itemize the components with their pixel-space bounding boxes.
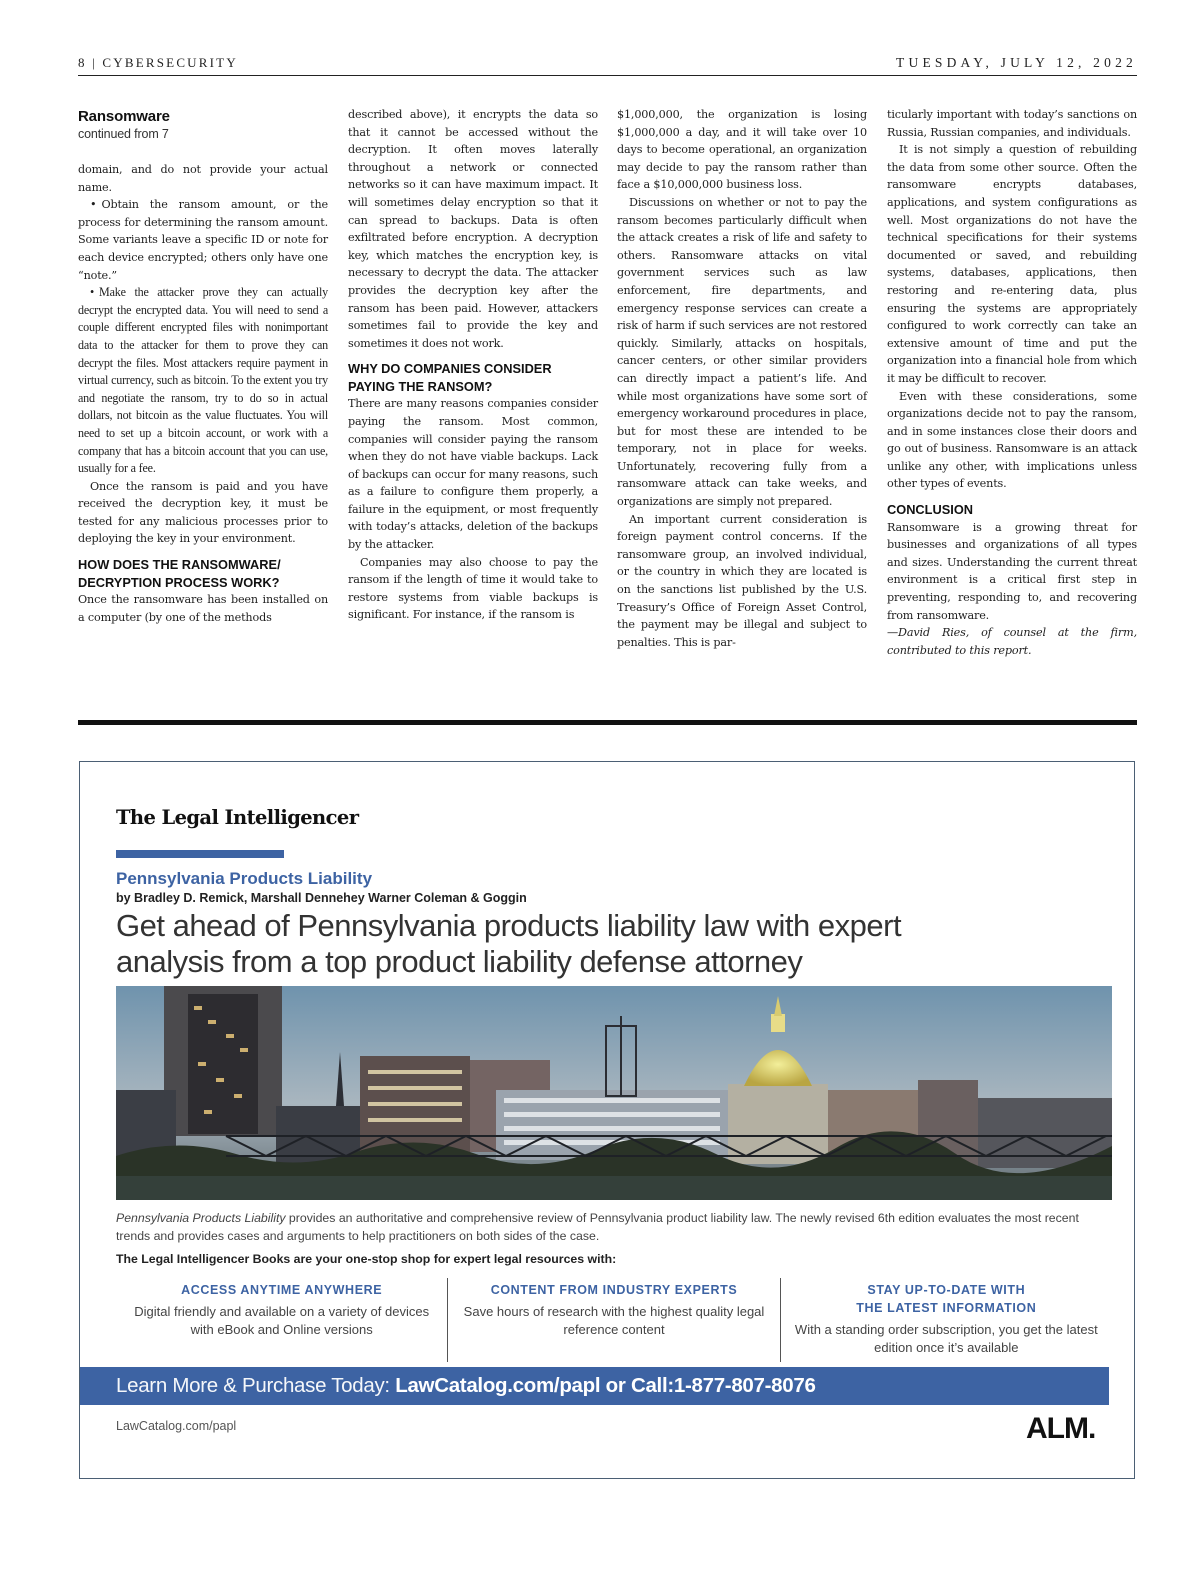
subhead: CONCLUSION [887,502,974,518]
issue-date: TUESDAY, JULY 12, 2022 [896,55,1137,70]
city-skyline-image [116,986,1112,1200]
feature-text: Save hours of research with the highest quality legal reference content [463,1304,765,1337]
bullet-text: Obtain the ransom amount, or the process for determining the ransom amount. Some variants leave a specific ID or note for each device encrypted; others only have one “note.” [78,198,328,282]
ad-description [116,1209,1096,1245]
purchase-call-to-action[interactable] [80,1367,1109,1405]
section-divider [78,720,1137,725]
feature-item [116,1278,447,1362]
feature-title: ACCESS ANYTIME ANYWHERE [181,1283,383,1297]
running-head [78,53,1137,76]
feature-list [116,1278,1112,1362]
feature-title: CONTENT FROM INDUSTRY EXPERTS [490,1283,738,1297]
skyline-photo [116,986,1112,1200]
paragraph: Ransomware is a growing threat for businesses and organizations of all types and sizes. Understanding the current threat environment is a critical first step in preventing, responding to, and recovering from ransomware. [887,520,1137,622]
bullet-paragraph [78,284,328,478]
paragraph: described above), it encrypts the data so that it cannot be accessed without the decryption. It often moves laterally throughout a network or connected networks so it can have maximum impact. It will sometimes delay encryption so that it can spread to backups. Data is often exfiltrated before encryption. A decryption key, which matches the encryption key, is necessary to decrypt the data. The attacker provides the decryption key after the ransom has been paid. However, attackers sometimes fail to provide the key and sometimes it does not work. [348,108,598,350]
advertisement [79,761,1135,1479]
article-column-3 [617,106,867,651]
bullet-icon: • [90,198,97,212]
article-column-1 [78,106,328,626]
feature-text: Digital friendly and available on a variety of devices with eBook and Online versions [134,1304,430,1337]
accent-bar [116,850,284,858]
alm-logo: ALM. [1026,1412,1096,1445]
paragraph: Discussions on whether or not to pay the ransom becomes particularly difficult when the attack creates a risk of life and safety to others. Ransomware attacks on vital government services such as law enforcement, fire departments, and emergency response services can create a risk of harm if such services are not restored quickly. Similarly, attacks on hospitals, cancer centers, or other similar providers can directly impact a patient’s life. And while most organizations have some sort of emergency workaround procedures in place, but for most these are intended to be temporary, not in place for weeks. Unfortunately, recovering fully from a ransomware attack can take weeks, and organizations are simply not prepared. [617,195,867,509]
article-column-2 [348,106,598,624]
ad-headline: Get ahead of Pennsylvania products liability law with expert analysis from a top product liability defense attorney [116,908,902,979]
bullet-icon: • [90,285,95,300]
paragraph: domain, and do not provide your actual name. [78,163,328,194]
subhead: HOW DOES THE RANSOMWARE/ DECRYPTION PROCESS WORK? [78,557,281,590]
feature-item [447,1278,779,1362]
book-author: by Bradley D. Remick, Marshall Dennehey Warner Coleman & Goggin [116,891,527,905]
shop-line: The Legal Intelligencer Books are your one-stop shop for expert legal resources with: [116,1252,617,1266]
paragraph: Even with these considerations, some organizations decide not to pay the ransom, and in some instances close their doors and go out of business. Ransomware is an attack unlike any other, with implications unless other types of events. [887,389,1137,491]
bullet-paragraph [78,196,328,284]
feature-text: With a standing order subscription, you get the latest edition once it’s available [794,1322,1098,1355]
article-column-4 [887,106,1137,659]
subhead: WHY DO COMPANIES CONSIDER PAYING THE RANSOM? [348,361,552,394]
cta-lead-text: Learn More & Purchase Today: [116,1374,396,1397]
feature-title: STAY UP-TO-DATE WITH THE LATEST INFORMATION [856,1283,1037,1315]
description-text: provides an authoritative and comprehensive review of Pennsylvania product liability law. The newly revised 6th edition evaluates the most recent trends and provides cases and arguments to help practitioners on both sides of the case. [116,1211,1079,1243]
legal-intelligencer-logo: The Legal Intelligencer [116,806,359,829]
section-label: 8 | CYBERSECURITY [78,55,238,70]
paragraph: It is not simply a question of rebuilding the data from some other source. Often the ransomware encrypts databases, applications, and system configurations as well. Most organizations do not have the technical specifications for their systems documented or saved, and rebuilding systems, databases, applications, then restoring and re-entering data, plus ensuring the systems are appropriately configured to work correctly can take an extensive amount of time and put the organization into a financial hole from which it may be difficult to recover. [887,143,1137,385]
bullet-text: Make the attacker prove they can actually decrypt the encrypted data. You will need to send a couple different encrypted files with nonimportant data to the attacker for them to prove they can decrypt the files. Most attackers require payment in virtual currency, such as bitcoin. To the extent you try and negotiate the ransom, try to do so in actual dollars, not bitcoin as the value fluctuates. You will need to set up a bitcoin account, or work with a company that has a bitcoin account that you can use, usually for a fee. [78,285,328,476]
book-title: Pennsylvania Products Liability [116,869,373,888]
catalog-link[interactable]: LawCatalog.com/papl [116,1419,237,1433]
paragraph: Companies may also choose to pay the ransom if the length of time it would take to restore systems from viable backups is significant. For instance, if the ransom is [348,555,598,622]
paragraph: Once the ransomware has been installed on a computer (by one of the methods [78,593,328,624]
paragraph: Once the ransom is paid and you have received the decryption key, it must be tested for any malicious processes prior to deploying the key in your environment. [78,479,328,546]
byline: —David Ries, of counsel at the firm, contributed to this report. [887,626,1137,657]
story-title: Ransomware [78,108,170,125]
feature-item [780,1278,1112,1362]
paragraph: There are many reasons companies consider paying the ransom. Most common, companies will consider paying the ransom when they do not have viable backups. Lack of backups can occur for many reasons, such as a failure to configure them properly, a failure in the equipment, or most frequently with today’s attacks, deletion of the backups by the attacker. [348,397,598,552]
paragraph: $1,000,000, the organization is losing $1,000,000 a day, and it will take over 10 days to become operational, an organization may decide to pay the ransom rather than face a $10,000,000 business loss. [617,108,867,192]
cta-link-text[interactable]: LawCatalog.com/papl or Call:1-877-807-8076 [395,1374,816,1397]
paragraph: ticularly important with today’s sanctions on Russia, Russian companies, and individuals. [887,108,1137,139]
description-book-title: Pennsylvania Products Liability [116,1211,286,1225]
continued-line: continued from 7 [78,127,169,141]
paragraph: An important current consideration is foreign payment control concerns. If the ransomware group, an involved individual, or the country in which they are located is on the sanctions list published by the U.S. Treasury’s Office of Foreign Asset Control, the payment may be illegal and subject to penalties. This is par- [617,512,867,649]
